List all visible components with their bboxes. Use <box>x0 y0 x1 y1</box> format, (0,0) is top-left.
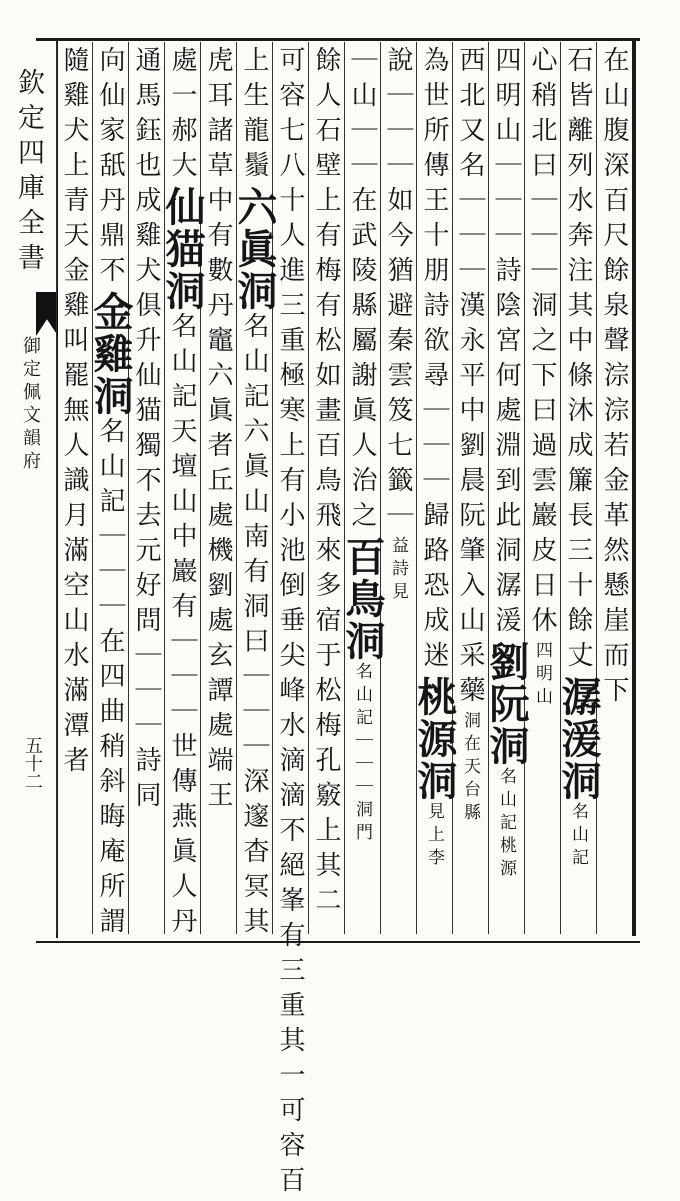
book-title: 欽定四庫全書 <box>13 68 44 278</box>
body-text: 隨雞犬上青天金雞叫罷無人識月滿空山水滿潭者 <box>59 46 89 781</box>
body-text: 通馬鈺也成雞犬俱升仙猫獨不去元好問｜｜｜詩同 <box>131 46 161 816</box>
text-column <box>522 46 562 926</box>
entry-heading: 桃源洞 <box>411 676 458 802</box>
body-text: 在山腹深百尺餘泉聲淙淙若金革然懸崖而下 <box>599 46 629 711</box>
text-column <box>411 46 458 926</box>
text-column <box>159 46 206 942</box>
body-text: 名山記天壇山中巖有｜｜｜世傳燕眞人丹 <box>167 312 197 942</box>
text-column <box>270 46 310 1201</box>
body-text: 心稍北曰｜｜｜洞之下曰過雲巖皮日休 <box>527 46 557 641</box>
body-text: 上生龍鬚 <box>239 46 269 186</box>
text-column <box>87 46 134 942</box>
text-column <box>378 46 418 926</box>
body-text: 為世所傳王十朋詩欲尋｜｜｜歸路恐成迷 <box>419 46 449 676</box>
annotation-text: 名山記 <box>568 802 588 871</box>
entry-heading: 六眞洞 <box>231 186 278 312</box>
text-column <box>483 46 530 926</box>
text-column <box>339 46 386 926</box>
entry-heading: 百鳥洞 <box>339 536 386 662</box>
body-text: 名山記六眞山南有洞曰｜｜｜深邃杳冥其 <box>239 312 269 942</box>
annotation-text: 四明山 <box>532 641 552 710</box>
text-column <box>126 46 166 926</box>
text-column <box>198 46 238 926</box>
body-text: 名山記｜｜｜在四曲稍斜晦庵所謂 <box>95 417 125 942</box>
annotation-text: 見上李 <box>424 802 444 871</box>
entry-heading: 仙猫洞 <box>159 186 206 312</box>
body-text: 處一郝大 <box>167 46 197 186</box>
body-text: 可容七八十人進三重極寒上有小池倒垂尖峰水滴滴不絕峯有三重其一可容百 <box>275 46 305 1201</box>
annotation-text: 益詩見 <box>388 536 408 605</box>
text-column <box>231 46 278 942</box>
entry-heading: 潺湲洞 <box>555 676 602 802</box>
annotation-text: 名山記｜｜｜洞門 <box>352 662 372 846</box>
body-text: 說｜｜｜如今猶避秦雲笈七籤｜ <box>383 46 413 536</box>
entry-heading: 金雞洞 <box>87 291 134 417</box>
folio-number: 五十二 <box>22 736 43 790</box>
body-text: 餘人石壁上有梅有松如畫百鳥飛來多宿于松梅孔竅上其二 <box>311 46 341 921</box>
annotation-text: 洞在天台縣 <box>460 711 480 826</box>
body-text: 石皆離列水奔注其中條沐成簾長三十餘丈 <box>563 46 593 676</box>
entry-heading: 劉阮洞 <box>483 641 530 767</box>
section-title: 御定佩文韻府 <box>20 336 41 474</box>
annotation-text: 名山記桃源 <box>496 767 516 882</box>
body-text: 四明山｜｜｜詩陰宮何處淵到此洞潺湲 <box>491 46 521 641</box>
body-text: 向仙家舐丹鼎不 <box>95 46 125 291</box>
text-column <box>555 46 602 926</box>
text-column <box>306 46 346 926</box>
text-column <box>54 46 94 926</box>
body-text: ｜山｜｜在武陵縣屬謝眞人治之 <box>347 46 377 536</box>
body-text: 虎耳諸草中有數丹竈六眞者丘處機劉處玄譚處端王 <box>203 46 233 816</box>
body-text: 西北又名｜｜｜漢永平中劉晨阮肇入山采藥 <box>455 46 485 711</box>
